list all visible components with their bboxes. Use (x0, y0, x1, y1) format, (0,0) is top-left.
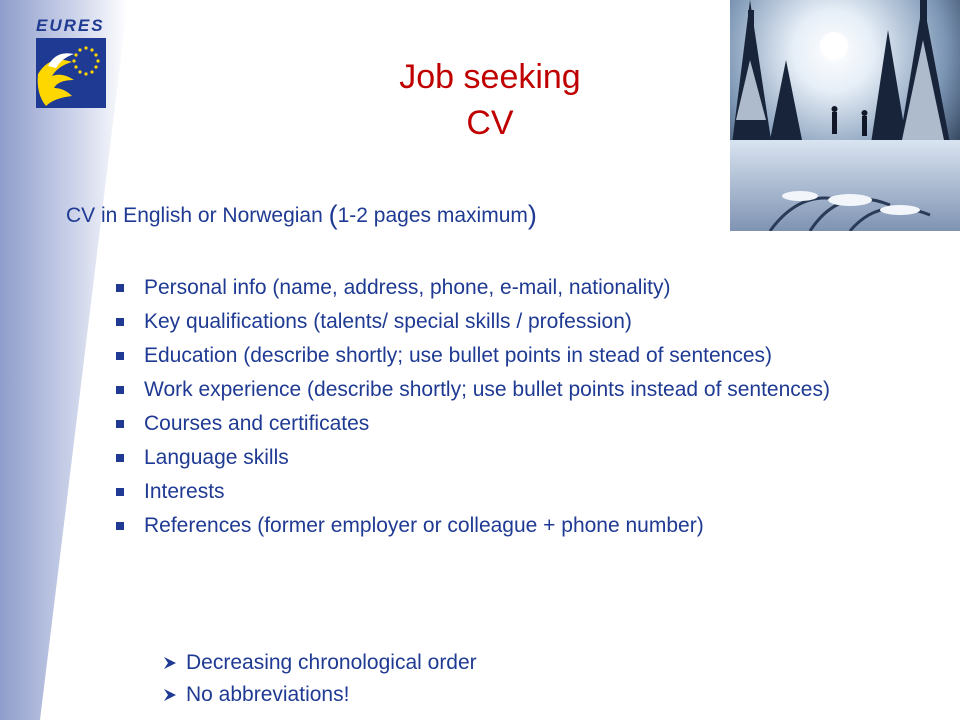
list-item (114, 446, 874, 470)
cv-sections-list (114, 276, 874, 548)
list-item-text: Work experience (describe shortly; use bullet points instead of sentences) (144, 378, 830, 401)
list-item-text: Education (describe shortly; use bullet points in stead of sentences) (144, 344, 773, 367)
eures-logo (28, 14, 112, 114)
cv-subtitle (66, 200, 537, 231)
logo-text: EURES (36, 16, 105, 35)
title-line-2: CV (466, 104, 514, 142)
list-item-text: Personal info (name, address, phone, e-mail, nationality) (144, 276, 671, 299)
square-bullet-icon (116, 386, 124, 394)
list-item-text: Interests (144, 480, 225, 503)
subtitle-close-paren: ) (527, 200, 537, 230)
list-item (114, 344, 874, 368)
winter-ski-photo (730, 0, 960, 231)
list-item (114, 310, 874, 334)
subtitle-inner: 1-2 pages maximum (337, 204, 528, 227)
cv-notes-list (160, 648, 477, 712)
square-bullet-icon (116, 454, 124, 462)
subtitle-open-paren: ( (328, 200, 338, 230)
note-item (160, 680, 477, 710)
subtitle-text: CV in English or Norwegian (66, 204, 329, 227)
list-item (114, 412, 874, 436)
list-item-text: Language skills (144, 446, 289, 469)
arrow-bullet-icon (162, 687, 178, 703)
square-bullet-icon (116, 352, 124, 360)
square-bullet-icon (116, 284, 124, 292)
square-bullet-icon (116, 488, 124, 496)
arrow-bullet-icon (162, 655, 178, 671)
list-item (114, 378, 874, 402)
square-bullet-icon (116, 318, 124, 326)
square-bullet-icon (116, 420, 124, 428)
note-text: Decreasing chronological order (186, 651, 477, 674)
list-item-text: References (former employer or colleague + phone number) (144, 514, 704, 537)
title-line-1: Job seeking (399, 58, 581, 96)
list-item-text: Courses and certificates (144, 412, 370, 435)
list-item (114, 514, 874, 538)
list-item-text: Key qualifications (talents/ special skills / profession) (144, 310, 632, 333)
note-text: No abbreviations! (186, 683, 350, 706)
list-item (114, 480, 874, 504)
square-bullet-icon (116, 522, 124, 530)
note-item (160, 648, 477, 678)
slide-title (290, 54, 690, 146)
list-item (114, 276, 874, 300)
